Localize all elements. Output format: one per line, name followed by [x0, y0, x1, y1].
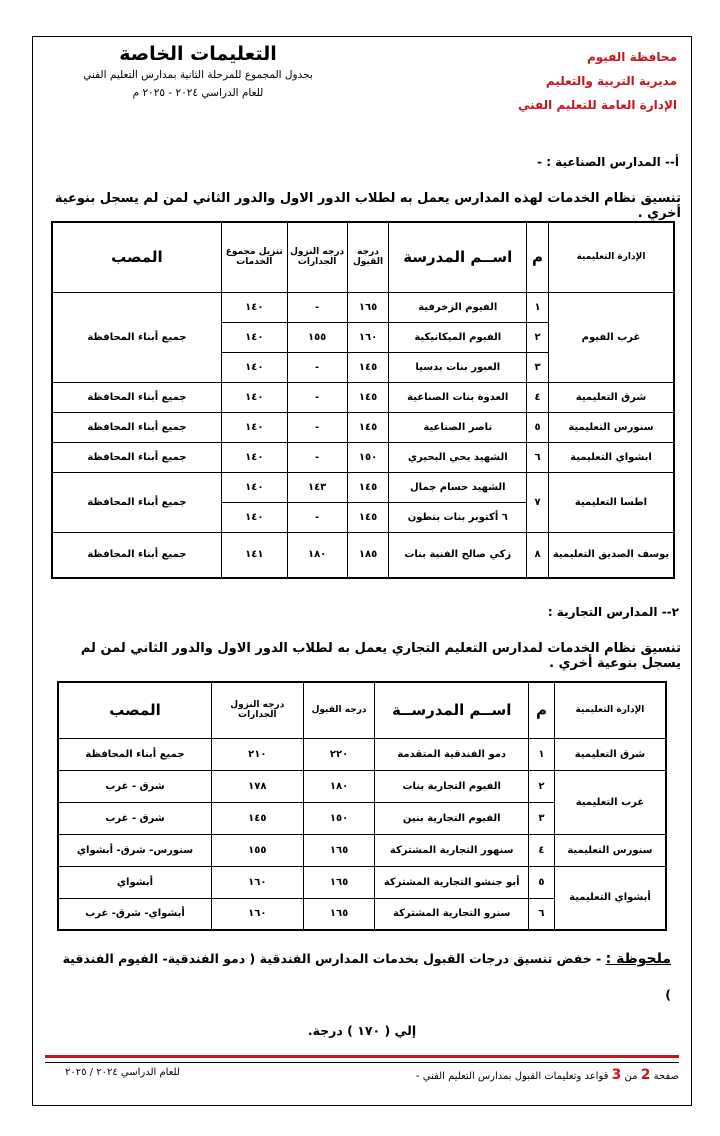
admin-cell: شرق التعليمية [548, 382, 674, 412]
lower-cell: ١٥٥ [287, 322, 347, 352]
table-row [52, 442, 674, 472]
page-number: 2 [640, 1067, 651, 1083]
table-row [52, 382, 674, 412]
school-cell: سنرو التجارية المشتركة [375, 898, 529, 930]
school-cell: ناصر الصناعية [389, 412, 527, 442]
score-cell: ١٨٥ [347, 532, 389, 578]
score-cell: ٢٢٠ [303, 738, 375, 770]
score-cell: ١٦٥ [303, 866, 375, 898]
school-cell: العبور بنات بدسيا [389, 352, 527, 382]
origin-cell: جميع أبناء المحافظة [58, 738, 211, 770]
doc-title: التعليمات الخاصة [119, 43, 277, 65]
score-cell: ١٦٥ [303, 834, 375, 866]
section2-title: ٢-- المدارس التجارية : [547, 605, 679, 619]
footer-divider-thin [45, 1062, 679, 1063]
admin-cell: سنورس التعليمية [548, 412, 674, 442]
school-cell: دمو الفندقية المتقدمة [375, 738, 529, 770]
num-cell: ٥ [527, 412, 549, 442]
col-num: م [527, 222, 549, 292]
school-cell: الفيوم الميكانيكية [389, 322, 527, 352]
score-cell: ١٤٥ [347, 502, 389, 532]
origin-cell: جميع أبناء المحافظة [52, 532, 221, 578]
school-cell: العدوة بنات الصناعية [389, 382, 527, 412]
origin-cell: جميع أبناء المحافظة [52, 472, 221, 532]
governorate: محافظة الفيوم [586, 50, 677, 64]
lower-cell: - [287, 382, 347, 412]
origin-cell: جميع أبناء المحافظة [52, 412, 221, 442]
lower-cell: - [287, 352, 347, 382]
school-cell: ٦ أكتوبر بنات بتطون [389, 502, 527, 532]
table-row [52, 472, 674, 502]
directorate: مديرية التربية والتعليم [545, 74, 677, 88]
score-cell: ١٦٠ [347, 322, 389, 352]
school-cell: سنهور التجارية المشتركة [375, 834, 529, 866]
school-cell: الشهيد حسام جمال [389, 472, 527, 502]
num-cell: ٥ [528, 866, 554, 898]
page-total: 3 [611, 1067, 622, 1083]
admin-cell: ابشواي التعليمية [548, 442, 674, 472]
score-cell: ١٦٥ [303, 898, 375, 930]
table-header-row [58, 682, 666, 738]
table-row [58, 770, 666, 802]
section1-intro: تنسيق نظام الخدمات لهذه المدارس يعمل به لطلاب الدور الاول والدور الثاني لمن لم يسجل بنوعية أخري . [54, 191, 681, 221]
lower-cell: ١٧٨ [211, 770, 303, 802]
num-cell: ٨ [527, 532, 549, 578]
table-row [52, 532, 674, 578]
school-cell: الفيوم التجارية بنات [375, 770, 529, 802]
header-left [73, 43, 323, 99]
section1-title: أ-- المدارس الصناعية : - [537, 155, 679, 169]
doc-year: للعام الدراسي ٢٠٢٤ - ٢٠٢٥ م [132, 87, 264, 99]
table-row [58, 738, 666, 770]
page-prefix: صفحة [653, 1071, 679, 1082]
lower-total-cell: ١٤٠ [221, 472, 287, 502]
admin-cell: أبشواي التعليمية [554, 866, 666, 930]
admin-cell: سنورس التعليمية [554, 834, 666, 866]
section2-intro: تنسيق نظام الخدمات لمدارس التعليم التجاري يعمل به لطلاب الدور الاول والدور الثاني لمن لم يسجل بنوعية أخري . [80, 641, 681, 671]
score-cell: ١٨٠ [303, 770, 375, 802]
lower-total-cell: ١٤٠ [221, 412, 287, 442]
header-right [518, 45, 677, 117]
note-label: ملحوظة : [605, 951, 671, 967]
num-cell: ٤ [527, 382, 549, 412]
num-cell: ٣ [528, 802, 554, 834]
num-cell: ٢ [528, 770, 554, 802]
lower-cell: ٢١٠ [211, 738, 303, 770]
score-cell: ١٤٥ [347, 352, 389, 382]
lower-total-cell: ١٤٠ [221, 292, 287, 322]
table-row [58, 866, 666, 898]
table-header-row [52, 222, 674, 292]
lower-cell: - [287, 292, 347, 322]
school-cell: الشهيد يحي البحيري [389, 442, 527, 472]
footer-year: للعام الدراسي ٢٠٢٤ / ٢٠٢٥ [65, 1067, 180, 1078]
school-cell: زكي صالح الفنية بنات [389, 532, 527, 578]
num-cell: ١ [528, 738, 554, 770]
score-cell: ١٤٥ [347, 412, 389, 442]
school-cell: الفيوم التجارية بنين [375, 802, 529, 834]
footer-divider [45, 1055, 679, 1058]
note-text: - خفض تنسيق درجات القبول بخدمات المدارس الفندقية ( دمو الفندقية- الفيوم الفندقية ) [62, 951, 671, 1002]
lower-cell: ١٦٠ [211, 866, 303, 898]
lower-cell: ١٤٥ [211, 802, 303, 834]
document-page [32, 36, 692, 1106]
score-cell: ١٦٥ [347, 292, 389, 322]
note [53, 941, 671, 1049]
num-cell: ٣ [527, 352, 549, 382]
lower-cell: ١٤٣ [287, 472, 347, 502]
score-cell: ١٤٥ [347, 382, 389, 412]
origin-cell: جميع أبناء المحافظة [52, 292, 221, 382]
doc-subtitle: بجدول المجموع للمرحلة الثانية بمدارس التعليم الفني [83, 69, 313, 81]
origin-cell: شرق - غرب [58, 802, 211, 834]
origin-cell: جميع أبناء المحافظة [52, 442, 221, 472]
admin-cell: يوسف الصديق التعليمية [548, 532, 674, 578]
col-score: درجه القبول [303, 682, 375, 738]
lower-cell: ١٦٠ [211, 898, 303, 930]
general-admin: الإدارة العامة للتعليم الفني [517, 98, 677, 112]
lower-cell: - [287, 442, 347, 472]
note-text-2: إلي ( ١٧٠ ) درجة. [307, 1023, 417, 1038]
table-row [52, 412, 674, 442]
score-cell: ١٤٥ [347, 472, 389, 502]
lower-cell: - [287, 502, 347, 532]
num-cell: ٦ [528, 898, 554, 930]
num-cell: ٢ [527, 322, 549, 352]
lower-total-cell: ١٤٠ [221, 502, 287, 532]
col-lower-total: تنزيل مجموع الخدمات [221, 222, 287, 292]
lower-cell: ١٥٥ [211, 834, 303, 866]
lower-total-cell: ١٤٠ [221, 322, 287, 352]
col-origin: المصب [52, 222, 221, 292]
table-row [58, 834, 666, 866]
num-cell: ٧ [527, 472, 549, 532]
footer-desc: قواعد وتعليمات القبول بمدارس التعليم الفني - [415, 1071, 609, 1082]
origin-cell: شرق - غرب [58, 770, 211, 802]
col-lower: درجه النزول الجدارات [211, 682, 303, 738]
col-school: اســم المدرســة [375, 682, 529, 738]
origin-cell: أبشواي [58, 866, 211, 898]
lower-total-cell: ١٤١ [221, 532, 287, 578]
num-cell: ٤ [528, 834, 554, 866]
lower-total-cell: ١٤٠ [221, 382, 287, 412]
origin-cell: سنورس- شرق- أبشواي [58, 834, 211, 866]
col-admin: الإدارة التعليمية [554, 682, 666, 738]
col-school: اســم المدرسة [389, 222, 527, 292]
admin-cell: غرب التعليمية [554, 770, 666, 834]
school-cell: أبو جنشو التجارية المشتركة [375, 866, 529, 898]
col-admin: الإدارة التعليمية [548, 222, 674, 292]
lower-total-cell: ١٤٠ [221, 442, 287, 472]
footer-page-info [416, 1067, 679, 1083]
origin-cell: أبشواي- شرق- غرب [58, 898, 211, 930]
num-cell: ٦ [527, 442, 549, 472]
table-row [52, 292, 674, 322]
score-cell: ١٥٠ [303, 802, 375, 834]
lower-cell: ١٨٠ [287, 532, 347, 578]
col-lower: درجه النزول الجدارات [287, 222, 347, 292]
lower-total-cell: ١٤٠ [221, 352, 287, 382]
school-cell: الفيوم الزخرفية [389, 292, 527, 322]
col-num: م [528, 682, 554, 738]
num-cell: ١ [527, 292, 549, 322]
admin-cell: شرق التعليمية [554, 738, 666, 770]
admin-cell: غرب الفيوم [548, 292, 674, 382]
page-of: من [624, 1071, 638, 1082]
industrial-table [51, 221, 675, 579]
origin-cell: جميع أبناء المحافظة [52, 382, 221, 412]
col-origin: المصب [58, 682, 211, 738]
lower-cell: - [287, 412, 347, 442]
commercial-table [57, 681, 667, 931]
admin-cell: اطسا التعليمية [548, 472, 674, 532]
score-cell: ١٥٠ [347, 442, 389, 472]
col-score: درجه القبول [347, 222, 389, 292]
